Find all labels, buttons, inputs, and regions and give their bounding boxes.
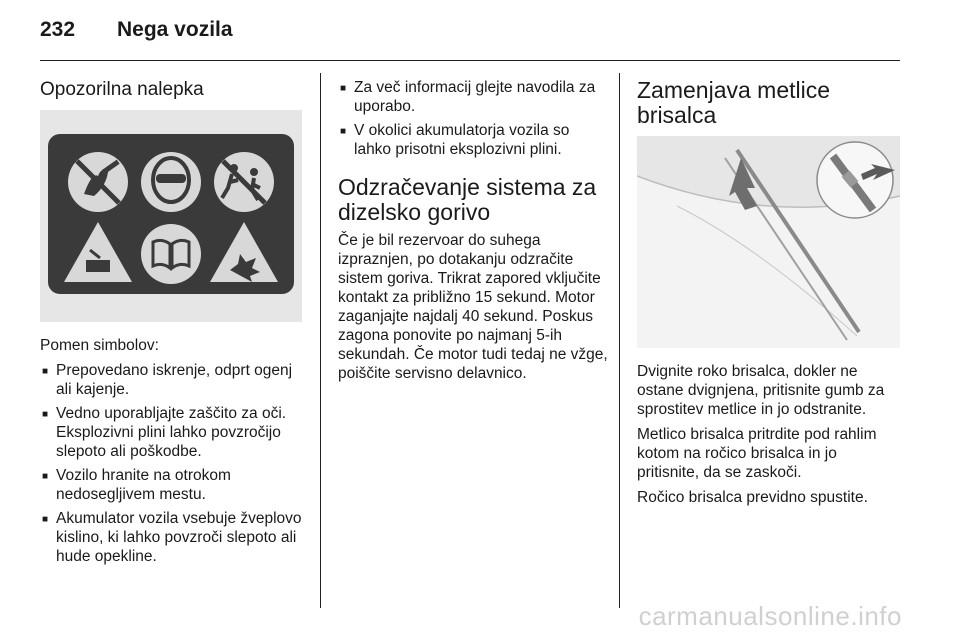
column-divider-1 <box>320 73 321 608</box>
diesel-bleeding-heading: Odzračevanje sistema za dizelsko gorivo <box>338 174 597 225</box>
warning-label-illustration <box>40 110 302 322</box>
column-3 <box>637 78 900 513</box>
list-item: ■ Vozilo hranite na otrokom nedosegljivem mestu. <box>42 467 231 503</box>
symbols-list <box>40 361 308 566</box>
read-manual-icon <box>141 224 201 284</box>
wiper-step-2: Metlico brisalca pritrdite pod rahlim kotom na ročico brisalca in jo pritisnite, da se zaskoči. <box>637 426 877 481</box>
keep-children-away-icon <box>214 152 274 212</box>
warning-label-figure <box>40 110 302 322</box>
wiper-step-3: Ročico brisalca previdno spustite. <box>637 489 868 506</box>
battery-info-list <box>338 78 608 159</box>
list-item: ■ V okolici akumulatorja vozila so lahko prisotni eksplozivni plini. <box>340 122 570 158</box>
no-fire-symbol-icon <box>68 152 128 212</box>
warning-label-heading: Opozorilna nalepka <box>40 79 204 100</box>
header-rule <box>40 60 900 61</box>
column-2 <box>338 78 608 389</box>
wiper-illustration <box>637 136 900 348</box>
column-1 <box>40 78 308 571</box>
list-item: ■ Za več informacij glejte navodila za uporabo. <box>340 79 596 115</box>
column-divider-2 <box>619 73 620 608</box>
symbols-intro: Pomen simbolov: <box>40 337 159 354</box>
wiper-step-1: Dvignite roko brisalca, dokler ne ostane dvignjena, pritisnite gumb za sprostitev metlice in jo odstranite. <box>637 363 885 418</box>
watermark: carmanualsonline.info <box>638 601 902 631</box>
release-button-detail <box>817 142 893 218</box>
wiper-blade-figure <box>637 136 900 348</box>
section-title: Nega vozila <box>117 18 233 41</box>
list-item: ■ Prepovedano iskrenje, odprt ogenj ali kajenje. <box>42 362 293 398</box>
diesel-bleeding-text: Če je bil rezervoar do suhega izpraznjen, po dotakanju odzračite sistem goriva. Trikrat zapored vključite kontakt za približno 15 sekund. Motor zaganjajte najdalj 40 sekund. Poskus zagona ponovite po najmanj 5-ih sekundah. Če motor tudi tedaj ne vžge, poiščite servisno delavnico. <box>338 232 608 382</box>
wiper-blade-heading: Zamenjava metlice brisalca <box>637 77 831 128</box>
page-number: 232 <box>40 18 76 41</box>
list-item: ■ Vedno uporabljajte zaščito za oči. Eksplozivni plini lahko povzročijo slepoto ali poškodbe. <box>42 405 287 460</box>
list-item: ■ Akumulator vozila vsebuje žveplovo kislino, ki lahko povzroči slepoto ali hude opekline. <box>42 510 302 565</box>
eye-protection-icon <box>141 152 201 212</box>
